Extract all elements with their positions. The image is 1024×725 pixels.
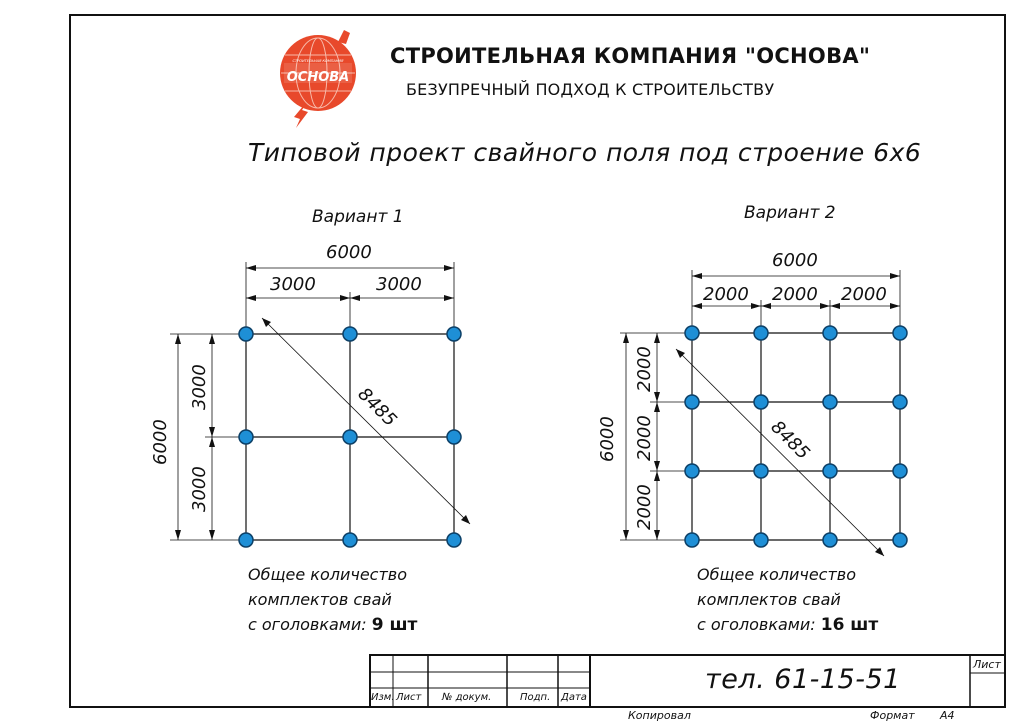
footer-format-label: Формат	[870, 709, 915, 722]
v2-diagonal-label: 8485	[766, 416, 814, 464]
pile	[893, 533, 907, 547]
tb-sheet-label: Лист	[973, 658, 1001, 671]
v2-diagonal-line	[676, 349, 884, 556]
pile	[754, 326, 768, 340]
pile	[685, 395, 699, 409]
logo-small-text: СТРОИТЕЛЬНАЯ КОМПАНИЯ	[292, 59, 344, 63]
tb-header-date: Дата	[561, 692, 587, 703]
variant-2-summary	[697, 562, 878, 638]
tb-header-sign: Подп.	[520, 692, 551, 703]
pile	[343, 327, 357, 341]
logo-text: ОСНОВА	[286, 70, 350, 85]
pile	[893, 326, 907, 340]
pile	[239, 533, 253, 547]
variant-1-summary-line3: с оголовками:	[248, 615, 367, 634]
pile	[447, 327, 461, 341]
variant-1-pile-count: 9 шт	[371, 615, 418, 635]
pile	[343, 430, 357, 444]
pile	[893, 395, 907, 409]
v1-diagonal-line	[262, 318, 470, 524]
v1-side-span-label-2: 3000	[189, 466, 210, 512]
v1-span-label-2: 3000	[376, 274, 422, 295]
variant-1-summary-line1: Общее количество	[248, 565, 408, 584]
variant-2-pile-count: 16 шт	[820, 615, 879, 635]
pile	[754, 395, 768, 409]
pile	[447, 533, 461, 547]
tb-header-list: Лист	[396, 692, 422, 703]
v2-total-height-label: 6000	[597, 416, 618, 462]
v2-side-span-label-1: 2000	[634, 346, 655, 392]
pile	[685, 533, 699, 547]
tb-header-izm: Изм.	[371, 692, 395, 703]
v1-total-width-label: 6000	[326, 242, 372, 263]
pile	[239, 327, 253, 341]
pile	[823, 464, 837, 478]
footer-copied: Копировал	[628, 709, 691, 722]
variant-2-summary-line3: с оголовками:	[697, 615, 816, 634]
v2-side-span-label-3: 2000	[634, 484, 655, 530]
pile	[754, 464, 768, 478]
variant-2-label: Вариант 2	[744, 203, 836, 223]
pile	[447, 430, 461, 444]
v2-span-label-1: 2000	[703, 284, 749, 305]
v1-total-height-label: 6000	[150, 419, 171, 465]
footer-format-value: А4	[940, 709, 955, 722]
v1-dim-arrows	[175, 265, 470, 540]
variant-1-label: Вариант 1	[312, 207, 404, 227]
company-name: СТРОИТЕЛЬНАЯ КОМПАНИЯ "ОСНОВА"	[390, 44, 871, 68]
pile	[239, 430, 253, 444]
v2-total-width-label: 6000	[772, 250, 818, 271]
v1-diagonal-label: 8485	[353, 383, 401, 431]
pile	[685, 326, 699, 340]
pile	[823, 395, 837, 409]
variant-2-grid	[620, 270, 900, 556]
variant-2-summary-line1: Общее количество	[697, 565, 857, 584]
phone-number: тел. 61-15-51	[705, 664, 901, 695]
tb-header-doc: № докум.	[442, 692, 492, 703]
variant-2-summary-line2: комплектов свай	[697, 590, 841, 609]
variant-1-grid	[170, 262, 470, 540]
company-tagline: БЕЗУПРЕЧНЫЙ ПОДХОД К СТРОИТЕЛЬСТВУ	[406, 80, 775, 99]
pile	[893, 464, 907, 478]
variant-1-summary	[248, 562, 417, 638]
pile	[685, 464, 699, 478]
document-title: Типовой проект свайного поля под строение 6х6	[248, 138, 922, 167]
pile	[754, 533, 768, 547]
pile	[823, 533, 837, 547]
pile	[823, 326, 837, 340]
v1-side-span-label-1: 3000	[189, 364, 210, 410]
company-logo	[280, 30, 356, 128]
v2-side-span-label-2: 2000	[634, 415, 655, 461]
v1-span-label-1: 3000	[270, 274, 316, 295]
v2-span-label-2: 2000	[772, 284, 818, 305]
v2-span-label-3: 2000	[841, 284, 887, 305]
variant-1-summary-line2: комплектов свай	[248, 590, 392, 609]
pile	[343, 533, 357, 547]
